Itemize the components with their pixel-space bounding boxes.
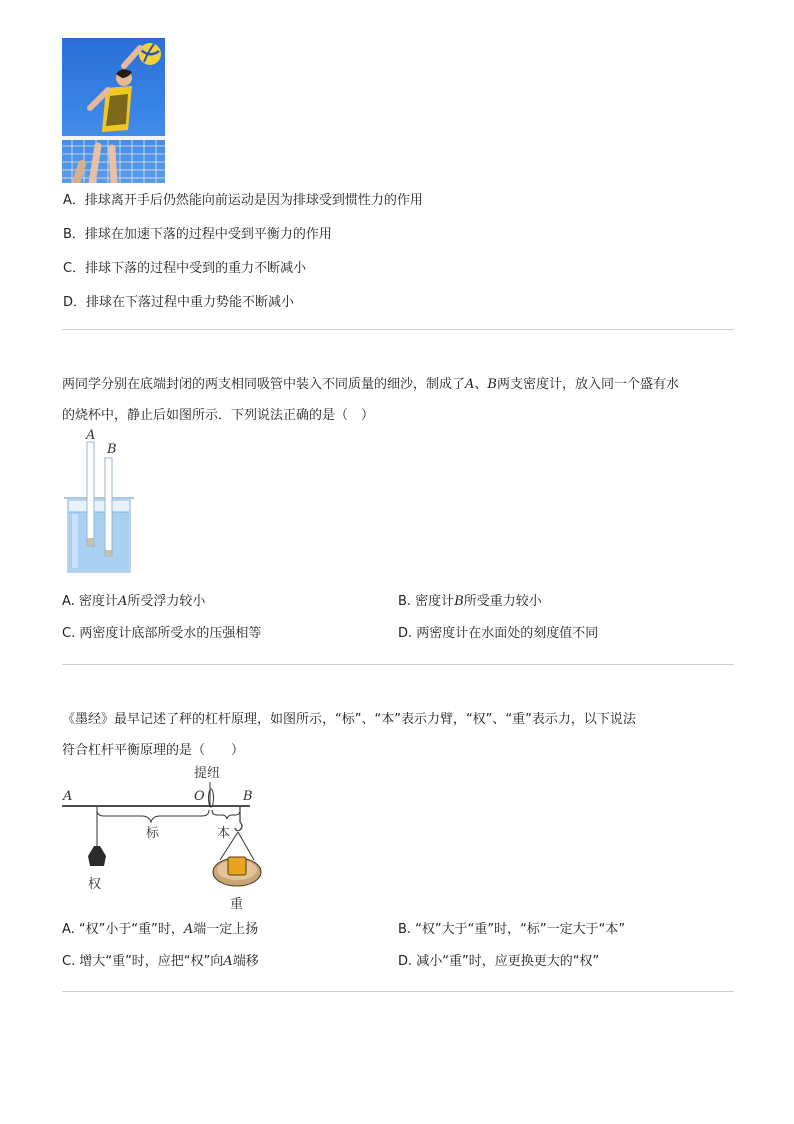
q3-label-o: O	[194, 789, 205, 804]
q3-label-tizhu: 提纽	[194, 766, 221, 781]
q1-option-b: B．排球在加速下落的过程中受到平衡力的作用	[63, 227, 332, 242]
q3-option-c	[62, 953, 259, 971]
q2-option-a-post: 所受浮力较小	[127, 594, 206, 609]
q2-figure-label-b: B	[107, 442, 117, 457]
q3-option-a-var: A	[183, 922, 194, 937]
q1-option-d: D．排球在下落过程中重力势能不断减小	[63, 295, 295, 310]
q2-stem-var-a: A	[465, 377, 475, 392]
q3-stem-line2: 符合杠杆平衡原理的是（ ）	[62, 743, 245, 758]
q3-option-d: D. 减小“重”时，应更换更大的“权”	[398, 954, 600, 969]
q3-option-c-post: 端移	[232, 954, 259, 969]
q2-stem-line2: 的烧杯中，静止后如图所示．下列说法正确的是（ ）	[62, 408, 375, 423]
q3-option-a	[62, 921, 258, 939]
q3-option-a-post: 端一定上扬	[193, 922, 259, 937]
q2-option-b	[398, 593, 542, 611]
q2-option-a-pre: A. 密度计	[62, 594, 118, 609]
q2-option-b-post: 所受重力较小	[463, 594, 542, 609]
q3-label-ben: 本	[217, 826, 231, 841]
q2-figure-label-a: A	[86, 428, 96, 443]
q2-option-c: C. 两密度计底部所受水的压强相等	[62, 626, 262, 641]
q2-stem-var-b: B	[487, 377, 497, 392]
q2-stem-line1	[62, 373, 679, 392]
q1-option-a: A．排球离开手后仍然能向前运动是因为排球受到惯性力的作用	[63, 193, 423, 208]
q3-label-biao: 标	[146, 826, 160, 841]
q1-option-c: C．排球下落的过程中受到的重力不断减小	[63, 261, 307, 276]
divider-2	[62, 664, 734, 665]
divider-3	[62, 991, 734, 992]
q3-option-c-pre: C. 增大“重”时，应把“权”向	[62, 954, 224, 969]
q3-label-quan: 权	[88, 877, 102, 892]
q2-option-d: D. 两密度计在水面处的刻度值不同	[398, 626, 599, 641]
q3-option-b: B. “权”大于“重”时，“标”一定大于“本”	[398, 922, 626, 937]
q3-label-zhong: 重	[230, 897, 244, 912]
divider-1	[62, 329, 734, 330]
q2-option-b-var: B	[454, 594, 464, 609]
q2-stem-text-b: 两支密度计，放入同一个盛有水	[496, 377, 679, 392]
q3-label-b: B	[243, 789, 253, 804]
q2-stem-text-a: 两同学分别在底端封闭的两支相同吸管中装入不同质量的细沙，制成了	[62, 377, 466, 392]
q3-option-c-var: A	[223, 954, 233, 969]
q2-stem-sep: 、	[474, 377, 488, 392]
q3-stem-line1: 《墨经》最早记述了秤的杠杆原理，如图所示，“标”、“本”表示力臂，“权”、“重”表示力，以下说法	[62, 712, 636, 727]
q2-option-b-pre: B. 密度计	[398, 594, 455, 609]
q2-option-a-var: A	[117, 594, 128, 609]
q2-figure-beaker	[60, 426, 140, 576]
q3-figure-steelyard	[60, 760, 270, 912]
q3-option-a-pre: A. “权”小于“重”时，	[62, 922, 184, 937]
q2-option-a	[62, 593, 205, 611]
volleyball-photo	[62, 38, 165, 183]
q3-label-a: A	[63, 789, 73, 804]
